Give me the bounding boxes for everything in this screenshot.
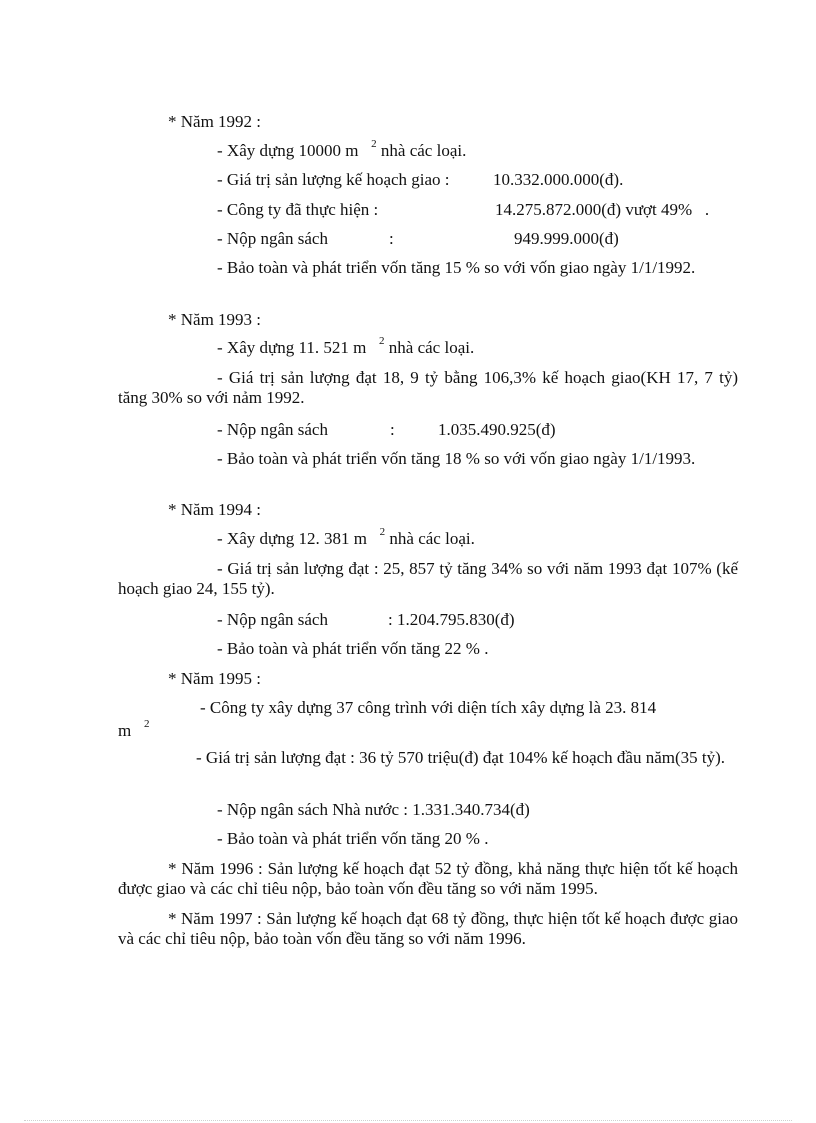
heading-1994: * Năm 1994 :	[168, 500, 262, 519]
text: - Xây dựng 10000 m	[217, 141, 359, 160]
para-1995-construction: - Công ty xây dựng 37 công trình với diện tích xây dựng là 23. 814	[200, 698, 657, 717]
text: m	[118, 721, 132, 740]
superscript: 2	[371, 138, 377, 150]
text: - Xây dựng 11. 521 m	[217, 338, 367, 357]
text: nhà các loại.	[380, 141, 467, 160]
para-1993-capital: - Bảo toàn và phát triển vốn tăng 18 % so với vốn giao ngày 1/1/1993.	[217, 449, 696, 468]
para-1994-output: - Giá trị sản lượng đạt : 25, 857 tỷ tăng 34% so với năm 1993 đạt 107% (kế hoạch giao 24, 155 tỷ).	[118, 559, 738, 598]
text: - Xây dựng 12. 381 m	[217, 529, 367, 548]
value: 1.035.490.925(đ)	[438, 420, 556, 439]
para-1993-output: - Giá trị sản lượng đạt 18, 9 tỷ bằng 106,3% kế hoạch giao(KH 17, 7 tỷ) tăng 30% so với nảm 1992.	[118, 368, 738, 407]
line-1994-capital: - Bảo toàn và phát triển vốn tăng 22 % .	[217, 639, 489, 658]
line-1994-budget	[217, 610, 515, 630]
line-1995-budget: - Nộp ngân sách Nhà nước : 1.331.340.734(đ)	[217, 800, 530, 819]
line-1992-construction	[217, 138, 467, 163]
line-1992-budget	[217, 229, 619, 249]
text: nhà các loại.	[388, 338, 475, 357]
heading-1995: * Năm 1995 :	[168, 669, 262, 688]
para-1992-capital: - Bảo toàn và phát triển vốn tăng 15 % so với vốn giao ngày 1/1/1992.	[217, 258, 696, 277]
superscript: 2	[143, 718, 150, 730]
label: - Công ty đã thực hiện :	[217, 200, 379, 219]
heading-1993: * Năm 1993 :	[168, 310, 262, 329]
heading-1992: * Năm 1992 :	[168, 112, 262, 131]
line-1993-budget	[217, 420, 556, 440]
page-bottom-divider	[24, 1120, 792, 1121]
text: nhà các loại.	[389, 529, 475, 548]
label: - Giá trị sản lượng kế hoạch giao :	[217, 170, 450, 189]
para-1996: * Năm 1996 : Sản lượng kế hoạch đạt 52 tỷ đồng, khả năng thực hiện tốt kế hoạch được giao và các chỉ tiêu nộp, bảo toàn vốn đều tăng so với năm 1995.	[118, 859, 738, 898]
line-1995-area-unit	[118, 718, 150, 743]
colon: :	[389, 229, 394, 248]
line-1994-construction	[217, 526, 475, 551]
line-1995-capital: - Bảo toàn và phát triển vốn tăng 20 % .	[217, 829, 489, 848]
line-1992-achieved	[217, 200, 710, 220]
superscript: 2	[379, 526, 386, 538]
label: - Nộp ngân sách	[217, 229, 328, 248]
label: - Nộp ngân sách	[217, 610, 328, 629]
para-1997: * Năm 1997 : Sản lượng kế hoạch đạt 68 tỷ đồng, thực hiện tốt kế hoạch được giao và các chỉ tiêu nộp, bảo toàn vốn đều tăng so với năm 1996.	[118, 909, 738, 948]
colon: :	[390, 420, 395, 439]
value: 10.332.000.000(đ).	[493, 170, 624, 189]
line-1992-planned-value	[217, 170, 624, 190]
para-1995-output: - Giá trị sản lượng đạt : 36 tỷ 570 triệu(đ) đạt 104% kế hoạch đầu năm(35 tỷ).	[196, 748, 726, 767]
line-1993-construction	[217, 335, 475, 360]
superscript: 2	[379, 335, 385, 347]
value: 949.999.000(đ)	[514, 229, 619, 248]
label: - Nộp ngân sách	[217, 420, 328, 439]
value: 14.275.872.000(đ) vượt 49% .	[495, 200, 710, 219]
value: : 1.204.795.830(đ)	[388, 610, 515, 629]
